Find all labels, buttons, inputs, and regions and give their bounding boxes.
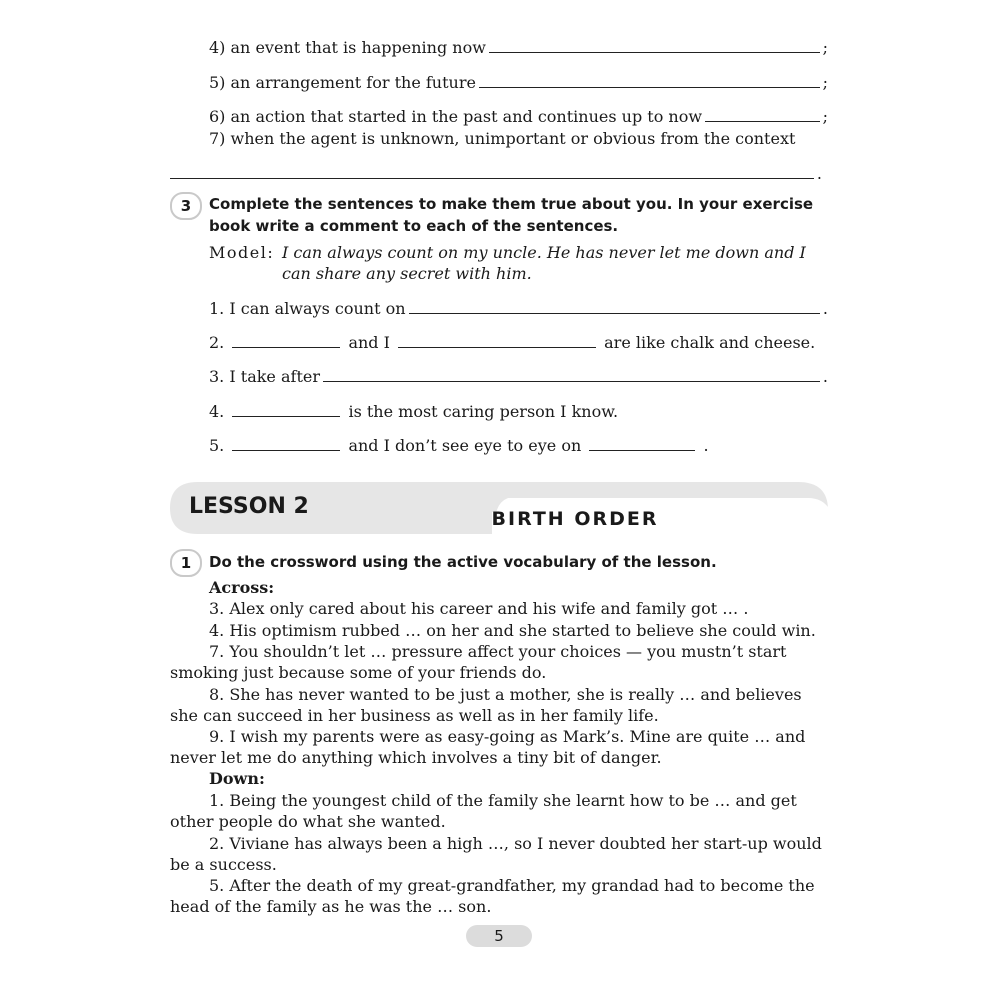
sentence-3-blank[interactable] — [323, 367, 820, 382]
clue-down-5: 5. After the death of my great-grandfather, my grandad had to become the head of the family as he was the … son. — [170, 876, 815, 917]
item-4-text: 4) an event that is happening now — [209, 38, 486, 57]
sentence-5-mid: and I don’t see eye to eye on — [348, 436, 582, 455]
sentence-5 — [209, 435, 709, 456]
clue-across-9: 9. I wish my parents were as easy-going as Mark’s. Mine are quite … and never let me do anything which involves a tiny bit of danger. — [170, 727, 806, 768]
sentence-2-num: 2. — [209, 333, 225, 352]
item-7-end: . — [816, 164, 822, 183]
sentence-2-blank-b[interactable] — [398, 333, 596, 348]
sentence-1-text: 1. I can always count on — [209, 299, 406, 318]
sentence-1-blank[interactable] — [409, 299, 820, 314]
clue-across-8: 8. She has never wanted to be just a mother, she is really … and believes she can succeed in her business as well as in her family life. — [170, 685, 802, 726]
across-label: Across: — [209, 578, 275, 597]
down-label: Down: — [209, 769, 265, 788]
answer-blank-7[interactable] — [170, 164, 814, 179]
exercise-3-instruction: Complete the sentences to make them true about you. In your exercise book write a comment to each of the sentences. — [209, 195, 814, 235]
exercise-1-instruction: Do the crossword using the active vocabulary of the lesson. — [209, 553, 717, 571]
fill-line-6 — [209, 106, 828, 127]
sentence-5-num: 5. — [209, 436, 225, 455]
sentence-1 — [209, 298, 828, 319]
sentence-4 — [209, 401, 618, 422]
exercise-3-badge: 3 — [170, 192, 202, 220]
model-text: I can always count on my uncle. He has never let me down and I can share any secret with him. — [282, 243, 806, 284]
fill-line-7 — [170, 163, 822, 184]
clue-across-4: 4. His optimism rubbed … on her and she started to believe she could win. — [209, 621, 816, 640]
page-number: 5 — [466, 925, 532, 947]
item-6-end: ; — [822, 107, 828, 126]
answer-blank-5[interactable] — [479, 73, 820, 88]
sentence-4-num: 4. — [209, 402, 225, 421]
clue-down-1: 1. Being the youngest child of the family she learnt how to be … and get other people do what she wanted. — [170, 791, 797, 832]
lesson-label: LESSON 2 — [189, 494, 309, 519]
clue-across-7: 7. You shouldn’t let … pressure affect your choices — you mustn’t start smoking just because some of your friends do. — [170, 642, 787, 683]
fill-line-5 — [209, 72, 828, 93]
sentence-4-blank[interactable] — [232, 402, 340, 417]
lesson-title: BIRTH ORDER — [491, 508, 659, 530]
sentence-4-end: is the most caring person I know. — [348, 402, 619, 421]
item-6-text: 6) an action that started in the past and continues up to now — [209, 107, 703, 126]
answer-blank-6[interactable] — [705, 107, 820, 122]
answer-blank-4[interactable] — [489, 38, 820, 53]
sentence-2 — [209, 332, 815, 353]
sentence-5-blank-b[interactable] — [589, 436, 695, 451]
sentence-5-end: . — [703, 436, 709, 455]
sentence-3-text: 3. I take after — [209, 367, 320, 386]
clue-across-3: 3. Alex only cared about his career and his wife and family got … . — [209, 599, 749, 618]
model-label: Model: — [209, 243, 275, 262]
sentence-1-end: . — [822, 299, 828, 318]
exercise-1-badge: 1 — [170, 549, 202, 577]
item-4-end: ; — [822, 38, 828, 57]
item-5-end: ; — [822, 73, 828, 92]
sentence-5-blank-a[interactable] — [232, 436, 340, 451]
sentence-3-end: . — [822, 367, 828, 386]
sentence-3 — [209, 366, 828, 387]
sentence-2-end: are like chalk and cheese. — [604, 333, 816, 352]
sentence-2-blank-a[interactable] — [232, 333, 340, 348]
sentence-2-mid: and I — [348, 333, 390, 352]
fill-line-4 — [209, 37, 828, 58]
item-5-text: 5) an arrangement for the future — [209, 73, 476, 92]
item-7-text: 7) when the agent is unknown, unimportant or obvious from the context — [209, 129, 796, 148]
clue-down-2: 2. Viviane has always been a high …, so I never doubted her start-up would be a success. — [170, 834, 822, 875]
